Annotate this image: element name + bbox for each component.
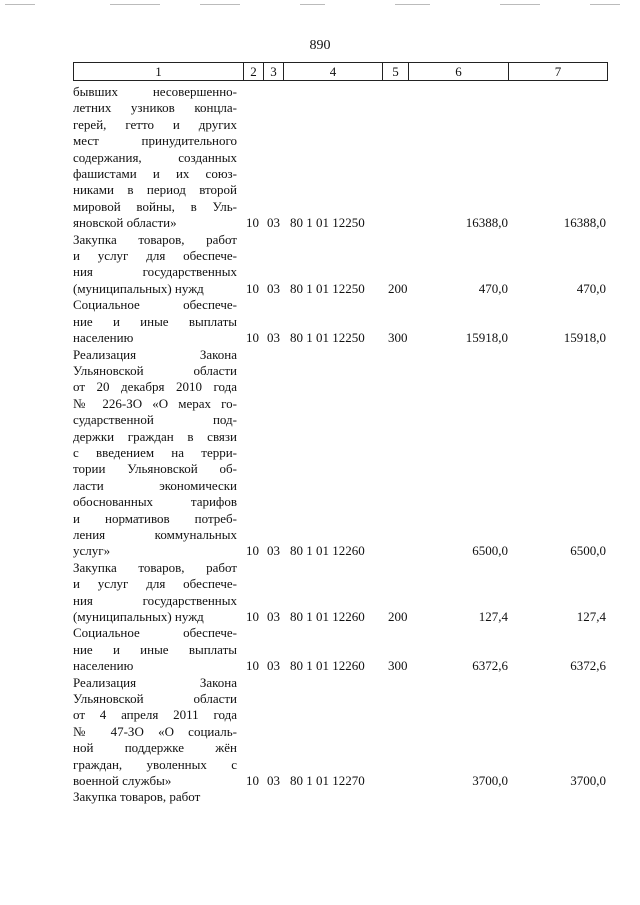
section-code: 10 <box>246 215 259 231</box>
description-line: от 20 декабря 2010 года <box>73 379 237 395</box>
row-description <box>73 84 237 232</box>
table-row <box>73 789 608 805</box>
description-line: бывших несовершенно- <box>73 84 237 99</box>
description-line: услуг» <box>73 543 111 559</box>
description-line: ние и иные выплаты <box>73 641 237 657</box>
description-line: ния государственных <box>73 264 237 280</box>
target-article-code: 80 1 01 12250 <box>290 215 365 231</box>
description-line: ной поддержке жён <box>73 740 237 756</box>
section-code: 10 <box>246 609 259 625</box>
row-values <box>73 789 608 805</box>
description-line: с введением на терри- <box>73 444 237 460</box>
description-line: герей, гетто и других <box>73 116 237 132</box>
subsection-code: 03 <box>267 543 280 559</box>
description-line: граждан, уволенных с <box>73 756 237 772</box>
section-code: 10 <box>246 773 259 789</box>
target-article-code: 80 1 01 12270 <box>290 773 365 789</box>
description-line: ния государственных <box>73 592 237 608</box>
scan-artifacts <box>0 4 640 10</box>
description-line: ние и иные выплаты <box>73 313 237 329</box>
subsection-code: 03 <box>267 658 280 674</box>
description-line: летних узников концла- <box>73 100 237 116</box>
description-line: и услуг для обеспече- <box>73 248 237 264</box>
row-description <box>73 347 237 560</box>
description-line: Ульяновской области <box>73 362 237 378</box>
description-line: держки граждан в связи <box>73 428 237 444</box>
table-row <box>73 232 608 298</box>
row-values <box>73 609 608 625</box>
row-values <box>73 543 608 559</box>
subsection-code: 03 <box>267 280 280 296</box>
header-col-7: 7 <box>554 64 562 79</box>
description-line: тории Ульяновской об- <box>73 461 237 477</box>
expense-type-code: 300 <box>388 330 408 346</box>
row-values <box>73 330 608 346</box>
amount-col-6: 15918,0 <box>465 330 508 346</box>
row-values <box>73 215 608 231</box>
description-line: мест принудительного <box>73 133 237 149</box>
amount-col-6: 16388,0 <box>465 215 508 231</box>
description-line: сударственной под- <box>73 412 237 428</box>
description-line: населению <box>73 330 134 346</box>
amount-col-7: 15918,0 <box>563 330 606 346</box>
amount-col-7: 6500,0 <box>570 543 606 559</box>
amount-col-7: 3700,0 <box>570 773 606 789</box>
description-line: Закупка товаров, работ <box>73 231 237 247</box>
section-code: 10 <box>246 658 259 674</box>
description-line: Закупка товаров, работ <box>73 559 237 575</box>
description-line: от 4 апреля 2011 года <box>73 707 237 723</box>
description-line: (муниципальных) нужд <box>73 280 204 296</box>
table-row <box>73 560 608 626</box>
section-code: 10 <box>246 543 259 559</box>
description-line: Социальное обеспече- <box>73 297 237 313</box>
page-number: 890 <box>309 38 331 53</box>
description-line: ления коммунальных <box>73 526 237 542</box>
description-line: Закупка товаров, работ <box>73 789 201 805</box>
expense-type-code: 200 <box>388 280 408 296</box>
amount-col-7: 6372,6 <box>570 658 606 674</box>
description-line: и услуг для обеспече- <box>73 576 237 592</box>
description-line: фашистами и их союз- <box>73 166 237 182</box>
description-line: Ульяновской области <box>73 691 237 707</box>
description-line: военной службы» <box>73 773 172 789</box>
table-row <box>73 675 608 790</box>
expense-type-code: 300 <box>388 658 408 674</box>
amount-col-6: 3700,0 <box>472 773 508 789</box>
description-line: и нормативов потреб- <box>73 510 237 526</box>
section-code: 10 <box>246 280 259 296</box>
target-article-code: 80 1 01 12260 <box>290 543 365 559</box>
target-article-code: 80 1 01 12250 <box>290 280 365 296</box>
description-line: обоснованных тарифов <box>73 494 237 510</box>
target-article-code: 80 1 01 12260 <box>290 658 365 674</box>
subsection-code: 03 <box>267 609 280 625</box>
target-article-code: 80 1 01 12260 <box>290 609 365 625</box>
amount-col-6: 470,0 <box>478 280 508 296</box>
description-line: яновской области» <box>73 215 177 231</box>
header-col-3: 3 <box>264 63 284 80</box>
description-line: Реализация Закона <box>73 346 237 362</box>
description-line: населению <box>73 658 134 674</box>
table-row <box>73 84 608 232</box>
table-row <box>73 625 608 674</box>
amount-col-7: 16388,0 <box>563 215 606 231</box>
table-header <box>73 62 608 81</box>
description-line: № 47-ЗО «О социаль- <box>73 723 237 739</box>
table-row <box>73 347 608 560</box>
amount-col-7: 127,4 <box>576 609 606 625</box>
description-line: (муниципальных) нужд <box>73 609 204 624</box>
subsection-code: 03 <box>267 773 280 789</box>
header-col-6: 6 <box>409 63 509 80</box>
subsection-code: 03 <box>267 330 280 346</box>
row-values <box>73 773 608 789</box>
amount-col-6: 6500,0 <box>472 543 508 559</box>
table-row <box>73 297 608 346</box>
table-body <box>73 84 608 806</box>
row-values <box>73 658 608 674</box>
amount-col-6: 127,4 <box>478 609 508 625</box>
expense-type-code: 200 <box>388 609 408 625</box>
amount-col-7: 470,0 <box>576 280 606 296</box>
description-line: ласти экономически <box>73 477 237 493</box>
target-article-code: 80 1 01 12250 <box>290 330 365 346</box>
description-line: никами в период второй <box>73 182 237 198</box>
header-col-4: 4 <box>284 63 383 80</box>
description-line: Социальное обеспече- <box>73 625 237 641</box>
description-line: № 226-ЗО «О мерах го- <box>73 395 237 411</box>
header-col-1: 1 <box>74 63 244 80</box>
header-col-5: 5 <box>383 63 409 80</box>
subsection-code: 03 <box>267 215 280 231</box>
row-values <box>73 281 608 297</box>
description-line: Реализация Закона <box>73 674 237 690</box>
amount-col-6: 6372,6 <box>472 658 508 674</box>
description-line: мировой войны, в Уль- <box>73 198 237 214</box>
header-col-2: 2 <box>244 63 264 80</box>
description-line: содержания, созданных <box>73 149 237 165</box>
section-code: 10 <box>246 330 259 346</box>
